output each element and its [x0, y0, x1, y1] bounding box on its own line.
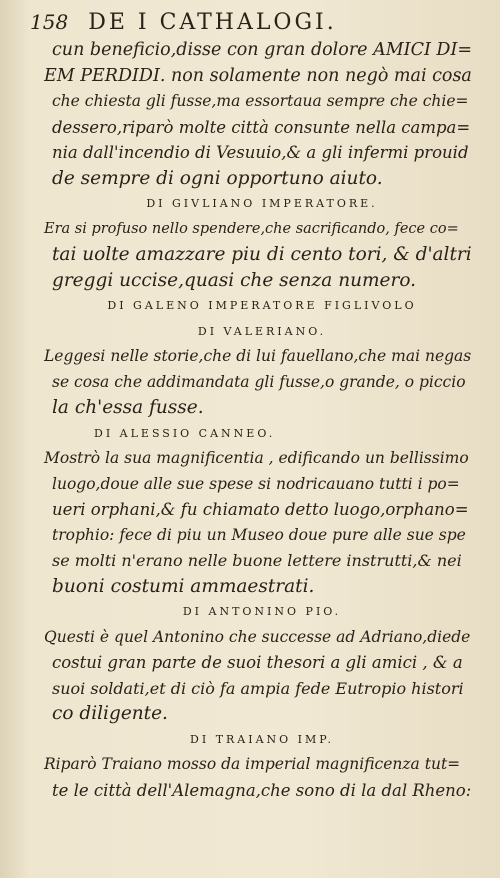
text-line: ueri orphani,& fu chiamato detto luogo,orphano= [52, 500, 469, 519]
text-line: Questi è quel Antonino che successe ad Adriano,diede [44, 627, 471, 646]
text-line: Era si profuso nello spendere,che sacrificando, fece co= [44, 220, 459, 237]
text-line: se cosa che addimandata gli fusse,o grande, o piccio [52, 372, 466, 391]
text-line: Mostrò la sua magnificentia , edificando un bellissimo [44, 449, 469, 467]
section-heading: DI VALERIANO. [197, 324, 327, 338]
text-line: trophio: fece di piu un Museo doue pure alle sue spe [52, 525, 466, 544]
text-line: la ch'essa fusse. [52, 397, 204, 418]
text-line: nia dall'incendio di Vesuuio,& a gli infermi prouid [52, 143, 469, 162]
page-header [30, 10, 470, 35]
text-line: costui gran parte de suoi thesori a gli amici , & a [52, 653, 463, 672]
text-line: tai uolte amazzare piu di cento tori, & d'altri [52, 244, 472, 265]
running-head: DE I CATHALOGI. [88, 10, 337, 35]
text-line: cun beneficio,disse con gran dolore AMICI DI= [52, 40, 473, 60]
text-line: de sempre di ogni opportuno aiuto. [52, 167, 383, 189]
section-heading: DI GALENO IMPERATORE FIGLIVOLO [107, 299, 417, 312]
section-heading: DI TRAIANO IMP. [190, 732, 334, 746]
text-line: luogo,doue alle sue spese si nodricauano tutti i po= [52, 474, 460, 493]
page-body [44, 38, 473, 803]
section-heading: DI GIVLIANO IMPERATORE. [146, 197, 378, 210]
text-line: co diligente. [52, 703, 168, 724]
text-line: Leggesi nelle storie,che di lui fauellano,che mai negas [44, 347, 472, 365]
text-line: dessero,riparò molte città consunte nella campa= [52, 117, 471, 137]
text-line: se molti n'erano nelle buone lettere instrutti,& nei [52, 551, 462, 570]
text-line: te le città dell'Alemagna,che sono di la dal Rheno: [52, 780, 472, 800]
text-line: greggi uccise,quasi che senza numero. [52, 269, 417, 291]
text-line: Riparò Traiano mosso da imperial magnificenza tut= [44, 755, 461, 773]
text-line: buoni costumi ammaestrati. [52, 575, 315, 597]
section-heading: DI ANTONINO PIO. [182, 605, 342, 618]
text-line: suoi soldati,et di ciò fa ampia fede Eutropio histori [52, 678, 464, 698]
section-heading: DI ALESSIO CANNEO. [94, 426, 276, 440]
page-number: 158 [30, 10, 69, 34]
text-line: che chiesta gli fusse,ma essortaua sempre che chie= [52, 92, 469, 110]
text-line: EM PERDIDI. non solamente non negò mai cosa [44, 65, 472, 86]
